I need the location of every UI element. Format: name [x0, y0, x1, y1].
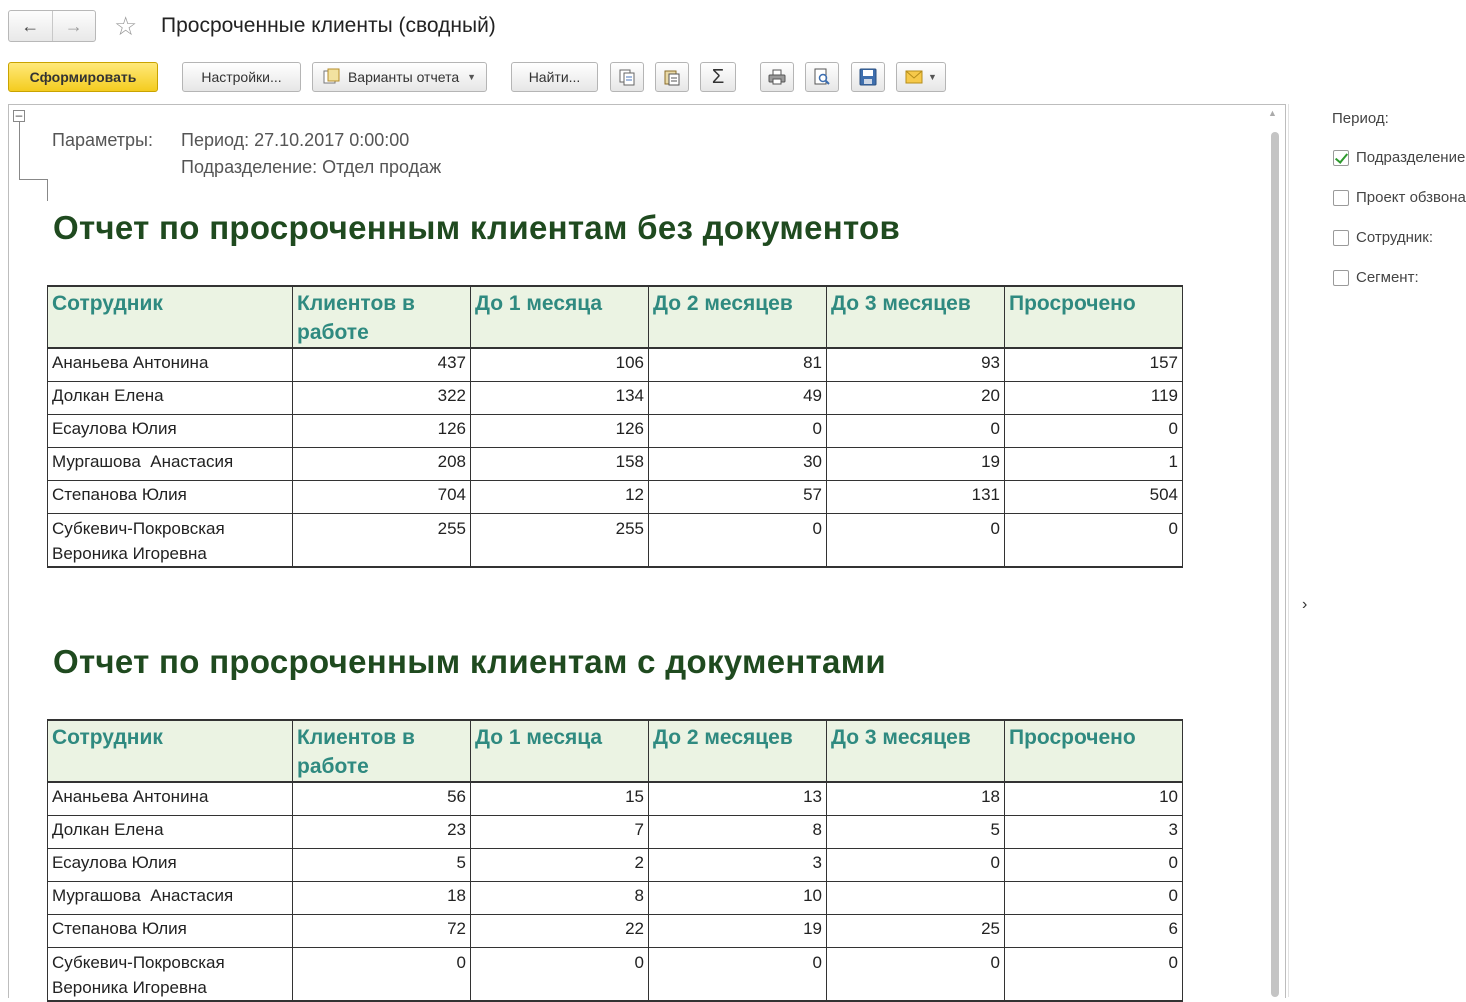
column-header: Клиентов в работе [293, 720, 471, 782]
value-cell: 0 [649, 415, 827, 448]
print-icon [768, 68, 786, 86]
print-button[interactable] [760, 62, 794, 92]
value-cell: 0 [827, 948, 1005, 1002]
value-cell: 18 [293, 882, 471, 915]
column-header: Просрочено [1005, 720, 1183, 782]
value-cell: 19 [649, 915, 827, 948]
value-cell: 131 [827, 481, 1005, 514]
employee-cell: Мургашова Анастасия [48, 882, 293, 915]
arrow-right-icon: → [64, 15, 83, 36]
params-department: Подразделение: Отдел продаж [181, 157, 442, 177]
value-cell: 134 [471, 382, 649, 415]
value-cell: 2 [471, 849, 649, 882]
value-cell: 1 [1005, 448, 1183, 481]
column-header: До 2 месяцев [649, 720, 827, 782]
column-header: Просрочено [1005, 286, 1183, 348]
value-cell: 255 [471, 514, 649, 568]
filter-label: Сегмент: [1356, 269, 1419, 286]
save-icon [859, 68, 877, 86]
employee-cell: Есаулова Юлия [48, 849, 293, 882]
value-cell: 0 [649, 514, 827, 568]
report-title: Отчет по просроченным клиентам с документами [53, 643, 887, 680]
column-header: Клиентов в работе [293, 286, 471, 348]
settings-button[interactable]: Настройки... [182, 62, 301, 92]
filter-label: Подразделение [1356, 149, 1466, 166]
value-cell [827, 882, 1005, 915]
employee-cell: Ананьева Антонина [48, 782, 293, 816]
scroll-up-icon[interactable]: ▲ [1268, 108, 1277, 118]
table-row [48, 481, 1183, 514]
find-button[interactable]: Найти... [511, 62, 598, 92]
group-bracket [47, 179, 48, 201]
value-cell: 208 [293, 448, 471, 481]
generate-button[interactable]: Сформировать [8, 62, 158, 92]
sum-button[interactable] [700, 62, 736, 92]
value-cell: 0 [1005, 849, 1183, 882]
value-cell: 57 [649, 481, 827, 514]
column-header: До 3 месяцев [827, 720, 1005, 782]
table-row [48, 514, 1183, 568]
employee-cell: Степанова Юлия [48, 915, 293, 948]
value-cell: 49 [649, 382, 827, 415]
value-cell: 158 [471, 448, 649, 481]
chevron-down-icon: ▼ [928, 72, 937, 82]
filter-label: Проект обзвона [1356, 189, 1466, 206]
value-cell: 126 [471, 415, 649, 448]
forward-button[interactable] [52, 11, 96, 41]
preview-icon [813, 68, 831, 86]
value-cell: 119 [1005, 382, 1183, 415]
chevron-down-icon: ▼ [467, 72, 477, 82]
sum-icon: Σ [711, 65, 725, 88]
save-button[interactable] [851, 62, 885, 92]
employee-cell: Субкевич-Покровская Вероника Игоревна [48, 514, 293, 568]
employee-cell: Мургашова Анастасия [48, 448, 293, 481]
value-cell: 0 [827, 849, 1005, 882]
value-cell: 8 [471, 882, 649, 915]
column-header: Сотрудник [48, 720, 293, 782]
employee-cell: Долкан Елена [48, 816, 293, 849]
vertical-scrollbar[interactable] [1271, 132, 1279, 997]
paste-button[interactable] [655, 62, 689, 92]
value-cell: 106 [471, 348, 649, 382]
window-title: Просроченные клиенты (сводный) [161, 14, 496, 37]
column-header: До 1 месяца [471, 286, 649, 348]
back-button[interactable] [9, 11, 52, 41]
employee-cell: Субкевич-Покровская Вероника Игоревна [48, 948, 293, 1002]
value-cell: 8 [649, 816, 827, 849]
checkbox[interactable] [1333, 230, 1349, 246]
navigation-buttons [8, 10, 96, 42]
variants-icon [323, 68, 341, 87]
filter-employee[interactable] [1333, 229, 1433, 246]
arrow-left-icon: ← [21, 15, 40, 36]
column-header: До 1 месяца [471, 720, 649, 782]
checkbox[interactable] [1333, 190, 1349, 206]
panel-toggle-icon[interactable]: › [1302, 596, 1308, 613]
table-row [48, 448, 1183, 481]
collapse-group-button[interactable]: – [13, 110, 25, 122]
value-cell: 81 [649, 348, 827, 382]
copy-icon [618, 68, 636, 86]
report-title: Отчет по просроченным клиентам без документов [53, 209, 901, 246]
variants-label: Варианты отчета [347, 69, 460, 85]
value-cell: 3 [1005, 816, 1183, 849]
filter-call-project[interactable] [1333, 189, 1466, 206]
params-label: Параметры: [52, 130, 153, 150]
value-cell: 30 [649, 448, 827, 481]
column-header: Сотрудник [48, 286, 293, 348]
table-row [48, 348, 1183, 382]
value-cell: 23 [293, 816, 471, 849]
value-cell: 13 [649, 782, 827, 816]
employee-cell: Степанова Юлия [48, 481, 293, 514]
column-header: До 2 месяцев [649, 286, 827, 348]
employee-cell: Долкан Елена [48, 382, 293, 415]
report-document [8, 104, 1286, 998]
report-table-without-documents [47, 285, 1183, 568]
period-label: Период: [1332, 110, 1389, 127]
value-cell: 0 [649, 948, 827, 1002]
star-icon[interactable]: ☆ [114, 11, 138, 41]
value-cell: 0 [827, 514, 1005, 568]
value-cell: 20 [827, 382, 1005, 415]
value-cell: 10 [649, 882, 827, 915]
column-header: До 3 месяцев [827, 286, 1005, 348]
value-cell: 3 [649, 849, 827, 882]
checkbox[interactable] [1333, 270, 1349, 286]
table-row [48, 849, 1183, 882]
value-cell: 12 [471, 481, 649, 514]
value-cell: 10 [1005, 782, 1183, 816]
value-cell: 0 [293, 948, 471, 1002]
value-cell: 0 [1005, 514, 1183, 568]
paste-icon [663, 68, 681, 86]
preview-button[interactable] [805, 62, 839, 92]
value-cell: 255 [293, 514, 471, 568]
table-row [48, 415, 1183, 448]
copy-button[interactable] [610, 62, 644, 92]
table-row [48, 882, 1183, 915]
filter-label: Сотрудник: [1356, 229, 1434, 246]
params-period: Период: 27.10.2017 0:00:00 [181, 130, 410, 150]
employee-cell: Есаулова Юлия [48, 415, 293, 448]
group-bracket [19, 122, 20, 179]
value-cell: 504 [1005, 481, 1183, 514]
value-cell: 93 [827, 348, 1005, 382]
table-row [48, 382, 1183, 415]
panel-divider [1288, 104, 1289, 997]
value-cell: 25 [827, 915, 1005, 948]
group-bracket [19, 179, 47, 180]
value-cell: 19 [827, 448, 1005, 481]
value-cell: 157 [1005, 348, 1183, 382]
table-row [48, 915, 1183, 948]
value-cell: 0 [1005, 415, 1183, 448]
filter-segment[interactable] [1333, 269, 1419, 286]
table-row [48, 816, 1183, 849]
value-cell: 22 [471, 915, 649, 948]
value-cell: 7 [471, 816, 649, 849]
report-table-with-documents [47, 719, 1183, 1002]
send-mail-button[interactable] [896, 62, 946, 92]
employee-cell: Ананьева Антонина [48, 348, 293, 382]
value-cell: 72 [293, 915, 471, 948]
value-cell: 5 [827, 816, 1005, 849]
checkbox-checked[interactable] [1333, 150, 1349, 166]
value-cell: 0 [1005, 882, 1183, 915]
value-cell: 56 [293, 782, 471, 816]
report-variants-button[interactable] [312, 62, 487, 92]
value-cell: 704 [293, 481, 471, 514]
value-cell: 5 [293, 849, 471, 882]
mail-icon [905, 70, 923, 84]
table-row [48, 782, 1183, 816]
value-cell: 15 [471, 782, 649, 816]
value-cell: 437 [293, 348, 471, 382]
value-cell: 0 [471, 948, 649, 1002]
value-cell: 126 [293, 415, 471, 448]
value-cell: 0 [1005, 948, 1183, 1002]
value-cell: 0 [827, 415, 1005, 448]
value-cell: 322 [293, 382, 471, 415]
value-cell: 6 [1005, 915, 1183, 948]
filter-department[interactable] [1333, 149, 1465, 166]
table-row [48, 948, 1183, 1002]
value-cell: 18 [827, 782, 1005, 816]
